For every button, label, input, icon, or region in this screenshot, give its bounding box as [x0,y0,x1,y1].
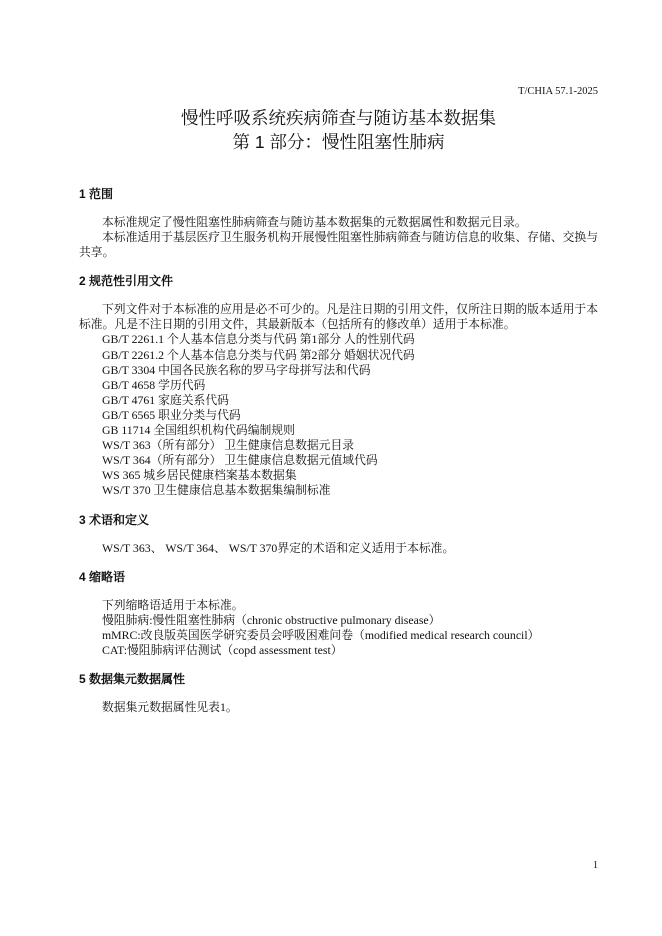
reference-item: WS/T 370 卫生健康信息基本数据集编制标准 [102,483,331,498]
paragraph: 下列文件对于本标准的应用是必不可少的。凡是注日期的引用文件，仅所注日期的版本适用于本标准。凡是不注日期的引用文件，其最新版本（包括所有的修改单）适用于本标准。 [79,302,598,332]
section-heading: 2 规范性引用文件 [79,274,174,289]
document-title [79,106,598,154]
paragraph: 下列缩略语适用于本标准。 [102,597,244,612]
paragraph: WS/T 363、 WS/T 364、 WS/T 370界定的术语和定义适用于本标准。 [102,540,455,555]
reference-item: GB/T 4658 学历代码 [102,377,206,392]
abbreviation-item: 慢阻肺病:慢性阻塞性肺病（chronic obstructive pulmonary disease） [102,612,441,627]
section-dataset-metadata [79,672,598,715]
section-abbreviations [79,570,598,658]
document-number: T/CHIA 57.1-2025 [518,86,598,97]
reference-item: GB/T 3304 中国各民族名称的罗马字母拼写法和代码 [102,362,371,377]
section-heading: 4 缩略语 [79,569,126,584]
reference-item: WS/T 363（所有部分） 卫生健康信息数据元目录 [102,438,355,453]
reference-item: GB/T 6565 职业分类与代码 [102,407,241,422]
paragraph: 本标准规定了慢性阻塞性肺病筛查与随访基本数据集的元数据属性和数据元目录。 [102,215,527,229]
paragraph: 本标准适用于基层医疗卫生服务机构开展慢性阻塞性肺病筛查与随访信息的收集、存储、交换与共享。 [79,230,598,260]
reference-item: GB/T 4761 家庭关系代码 [102,392,229,407]
abbreviation-item: CAT:慢阻肺病评估测试（copd assessment test） [102,642,343,657]
document-body [79,187,598,715]
abbreviation-item: mMRC:改良版英国医学研究委员会呼吸困难问卷（modified medical research council） [102,627,540,642]
reference-item: GB/T 2261.2 个人基本信息分类与代码 第2部分 婚姻状况代码 [102,347,415,362]
reference-item: WS/T 364（所有部分） 卫生健康信息数据元值域代码 [102,453,378,468]
title-line-2: 第 1 部分：慢性阻塞性肺病 [232,132,445,152]
section-normative-references [79,274,598,498]
page-number: 1 [593,860,598,871]
section-heading: 3 术语和定义 [79,512,150,527]
paragraph: 数据集元数据属性见表1。 [102,699,238,714]
reference-item: GB/T 2261.1 个人基本信息分类与代码 第1部分 人的性别代码 [102,332,415,347]
reference-item: WS 365 城乡居民健康档案基本数据集 [102,468,297,483]
section-heading: 1 范围 [79,187,114,201]
title-line-1: 慢性呼吸系统疾病筛查与随访基本数据集 [181,108,496,128]
section-scope [79,187,598,260]
section-heading: 5 数据集元数据属性 [79,671,186,686]
reference-item: GB 11714 全国组织机构代码编制规则 [102,423,295,438]
section-terms-definitions [79,513,598,556]
